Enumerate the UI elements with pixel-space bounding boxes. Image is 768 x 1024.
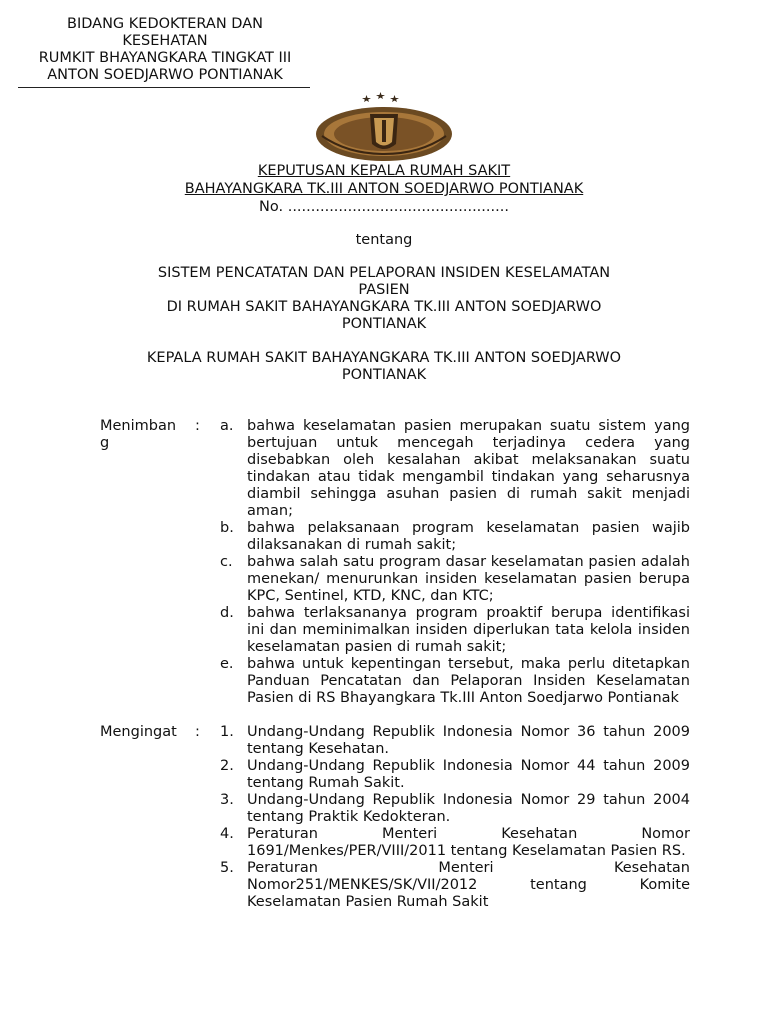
- letterhead-divider: [18, 87, 310, 88]
- decree-head-line: PONTIANAK: [341, 367, 427, 383]
- list-marker: 1.: [220, 724, 234, 740]
- letterhead-line: KESEHATAN: [122, 33, 208, 49]
- list-marker: d.: [220, 605, 234, 621]
- decree-subject-line: PONTIANAK: [341, 316, 427, 332]
- list-marker: 3.: [220, 792, 234, 808]
- letterhead-line: BIDANG KEDOKTERAN DAN: [67, 16, 263, 32]
- decree-subject-line: DI RUMAH SAKIT BAHAYANGKARA TK.III ANTON SOEDJARWO: [166, 299, 602, 315]
- section-label: Mengingat: [100, 724, 177, 740]
- decree-about: tentang: [355, 232, 413, 248]
- list-text: Undang-Undang Republik Indonesia Nomor 29 tahun 2004 tentang Praktik Kedokteran.: [247, 792, 690, 825]
- section-colon: :: [195, 418, 200, 434]
- list-item: [220, 724, 690, 758]
- list-item: [220, 758, 690, 792]
- list-item: [220, 520, 690, 554]
- section-label-line: g: [100, 435, 110, 451]
- letterhead-line: ANTON SOEDJARWO PONTIANAK: [47, 67, 283, 83]
- decree-head-line: KEPALA RUMAH SAKIT BAHAYANGKARA TK.III ANTON SOEDJARWO: [146, 350, 622, 366]
- list-item: [220, 554, 690, 605]
- list-item: [220, 792, 690, 826]
- list-item: [220, 860, 690, 911]
- list-text: bahwa keselamatan pasien merupakan suatu sistem yang bertujuan untuk mencegah terjadinya cedera yang disebabkan oleh kesalahan akibat melaksanakan suatu tindakan atau tidak mengambil tindakan yang seharusnya diambil sehingga asuhan pasien di rumah sakit menjadi aman;: [247, 418, 690, 519]
- list-marker: a.: [220, 418, 234, 434]
- decree-subject-line: SISTEM PENCATATAN DAN PELAPORAN INSIDEN KESELAMATAN: [157, 265, 611, 281]
- section-label-line: Menimban: [100, 418, 177, 434]
- mengingat-list: [220, 724, 690, 911]
- police-emblem-icon: [312, 92, 456, 164]
- section-label: [100, 418, 195, 707]
- list-marker: b.: [220, 520, 234, 536]
- decree-title-line: KEPUTUSAN KEPALA RUMAH SAKIT: [257, 163, 511, 179]
- menimbang-list: [220, 418, 690, 707]
- list-marker: 2.: [220, 758, 234, 774]
- list-marker: 5.: [220, 860, 234, 876]
- list-text: bahwa pelaksanaan program keselamatan pasien wajib dilaksanakan di rumah sakit;: [247, 520, 690, 553]
- decree-title-line: BAHAYANGKARA TK.III ANTON SOEDJARWO PONTIANAK: [184, 181, 584, 197]
- list-text: Undang-Undang Republik Indonesia Nomor 44 tahun 2009 tentang Rumah Sakit.: [247, 758, 690, 791]
- list-marker: 4.: [220, 826, 234, 842]
- letterhead: [20, 16, 310, 84]
- list-text: bahwa salah satu program dasar keselamatan pasien adalah menekan/ menurunkan insiden keselamatan pasien berupa KPC, Sentinel, KTD, KNC, dan KTC;: [247, 554, 690, 604]
- menimbang-section: [100, 418, 690, 707]
- section-colon: :: [195, 724, 200, 740]
- list-item: [220, 826, 690, 860]
- list-item: [220, 605, 690, 656]
- list-item: [220, 656, 690, 707]
- letterhead-line: RUMKIT BHAYANGKARA TINGKAT III: [38, 50, 292, 66]
- list-text: bahwa terlaksananya program proaktif berupa identifikasi ini dan meminimalkan insiden diperlukan tata kelola insiden keselamatan pasien di rumah sakit;: [247, 605, 690, 655]
- list-item: [220, 418, 690, 520]
- mengingat-section: [100, 724, 690, 911]
- list-text: Peraturan Menteri Kesehatan Nomor251/MENKES/SK/VII/2012 tentang Komite Keselamatan Pasien Rumah Sakit: [247, 860, 690, 910]
- decree-subject-line: PASIEN: [358, 282, 410, 298]
- list-marker: e.: [220, 656, 234, 672]
- decree-number: No. ................................................: [259, 199, 509, 215]
- list-text: bahwa untuk kepentingan tersebut, maka perlu ditetapkan Panduan Pencatatan dan Pelaporan Insiden Keselamatan Pasien di RS Bhayangkara Tk.III Anton Soedjarwo Pontianak: [247, 656, 690, 706]
- list-marker: c.: [220, 554, 233, 570]
- list-text: Peraturan Menteri Kesehatan Nomor 1691/Menkes/PER/VIII/2011 tentang Keselamatan Pasien RS.: [247, 826, 690, 859]
- list-text: Undang-Undang Republik Indonesia Nomor 36 tahun 2009 tentang Kesehatan.: [247, 724, 690, 757]
